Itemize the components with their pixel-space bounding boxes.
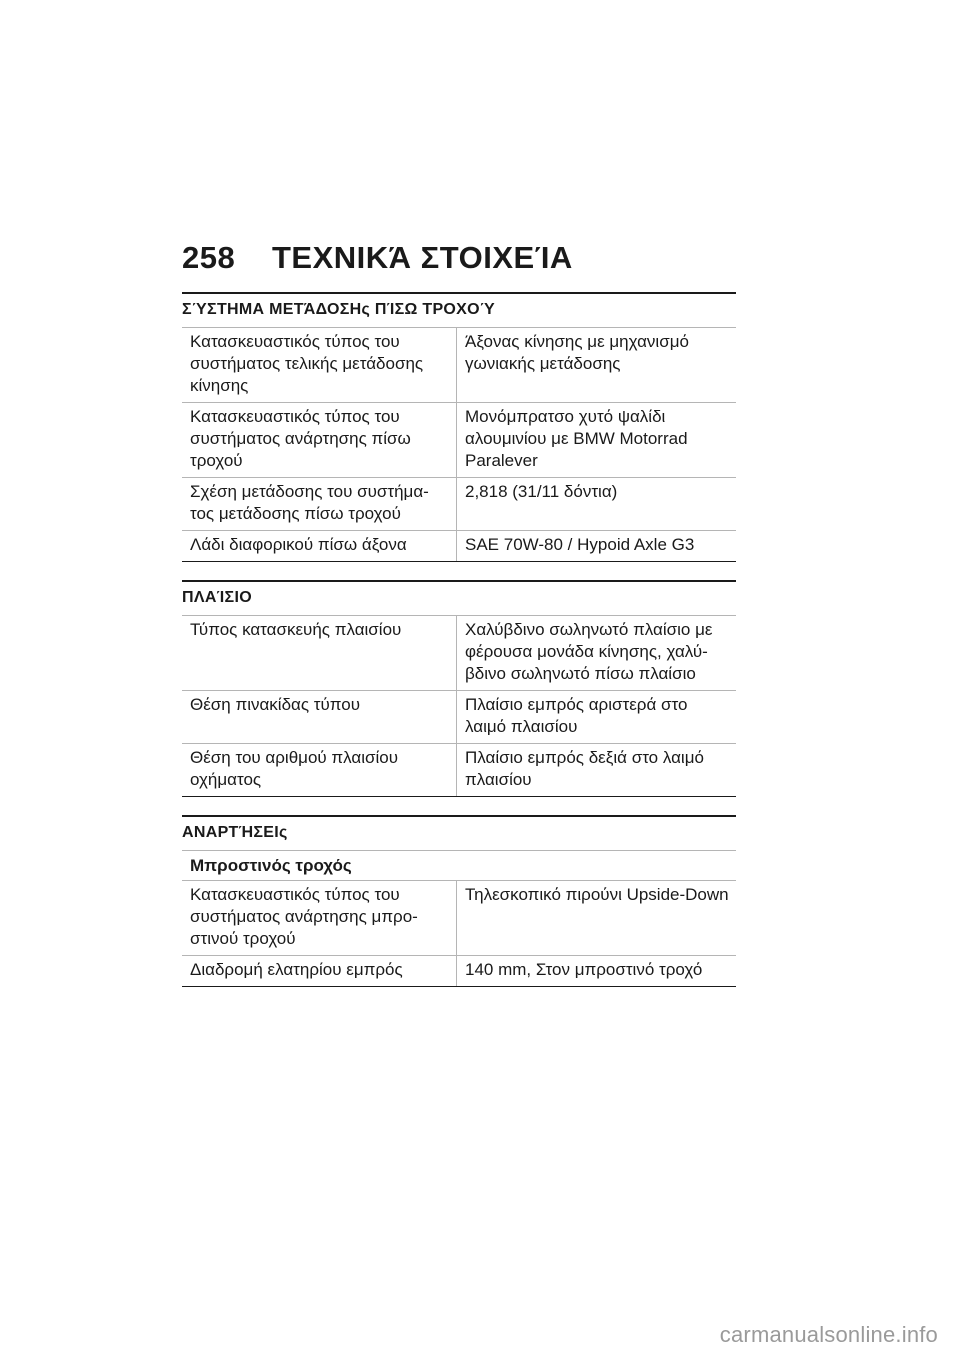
spec-value: Τηλεσκοπικό πιρούνι Upside-Down: [457, 881, 737, 956]
spec-value: 140 mm, Στον μπροστινό τροχό: [457, 956, 737, 987]
subsection-title: Μπροστινός τροχός: [182, 851, 736, 881]
spec-label: Κατασκευαστικός τύπος του συστήματος τελικής μετάδοσης κίνησης: [182, 328, 457, 403]
section-title: ΣΎΣΤΗΜΑ ΜΕΤΆΔΟΣΗς ΠΊΣΩ ΤΡΟΧΟΎ: [182, 292, 736, 328]
section-title: ΠΛΑΊΣΙΟ: [182, 580, 736, 616]
spec-label: Θέση του αριθμού πλαισίου οχήματος: [182, 744, 457, 797]
table-row: [182, 691, 736, 744]
section-rear-drive: [182, 292, 736, 562]
table-row: [182, 531, 736, 562]
section-frame: [182, 580, 736, 797]
spec-value: Πλαίσιο εμπρός δεξιά στο λαιμό πλαισίου: [457, 744, 737, 797]
spec-label: Λάδι διαφορικού πίσω άξονα: [182, 531, 457, 562]
spec-content: [182, 292, 736, 1005]
spec-label: Διαδρομή ελατηρίου εμπρός: [182, 956, 457, 987]
table-row: [182, 616, 736, 691]
table-row: [182, 478, 736, 531]
spec-value: Μονόμπρατσο χυτό ψαλίδι αλουμινίου με BMW Motorrad Paralever: [457, 403, 737, 478]
table-row: [182, 881, 736, 956]
watermark: carmanualsonline.info: [719, 1322, 938, 1347]
table-row: [182, 328, 736, 403]
spec-value: Άξονας κίνησης με μηχανισμό γωνιακής μετάδοσης: [457, 328, 737, 403]
page-title: ΤΕΧΝΙΚΆ ΣΤΟΙΧΕΊΑ: [272, 240, 573, 275]
spec-label: Κατασκευαστικός τύπος του συστήματος ανάρτησης μπρο-στινού τροχού: [182, 881, 457, 956]
spec-label: Σχέση μετάδοσης του συστήμα-τος μετάδοσης πίσω τροχού: [182, 478, 457, 531]
spec-value: 2,818 (31/11 δόντια): [457, 478, 737, 531]
table-row: [182, 403, 736, 478]
spec-label: Τύπος κατασκευής πλαισίου: [182, 616, 457, 691]
section-title: ΑΝΑΡΤΉΣΕΙς: [182, 815, 736, 851]
spec-label: Κατασκευαστικός τύπος του συστήματος ανάρτησης πίσω τροχού: [182, 403, 457, 478]
spec-table: [182, 328, 736, 562]
page-header: [182, 240, 573, 276]
spec-value: Πλαίσιο εμπρός αριστερά στο λαιμό πλαισίου: [457, 691, 737, 744]
spec-value: SAE 70W-80 / Hypoid Axle G3: [457, 531, 737, 562]
spec-label: Θέση πινακίδας τύπου: [182, 691, 457, 744]
page-number: 258: [182, 240, 236, 275]
table-row: [182, 956, 736, 987]
spec-value: Χαλύβδινο σωληνωτό πλαίσιο με φέρουσα μονάδα κίνησης, χαλύ-βδινο σωληνωτό πίσω πλαίσιο: [457, 616, 737, 691]
spec-table: [182, 616, 736, 797]
spec-table: [182, 881, 736, 987]
table-row: [182, 744, 736, 797]
section-suspension: [182, 815, 736, 987]
